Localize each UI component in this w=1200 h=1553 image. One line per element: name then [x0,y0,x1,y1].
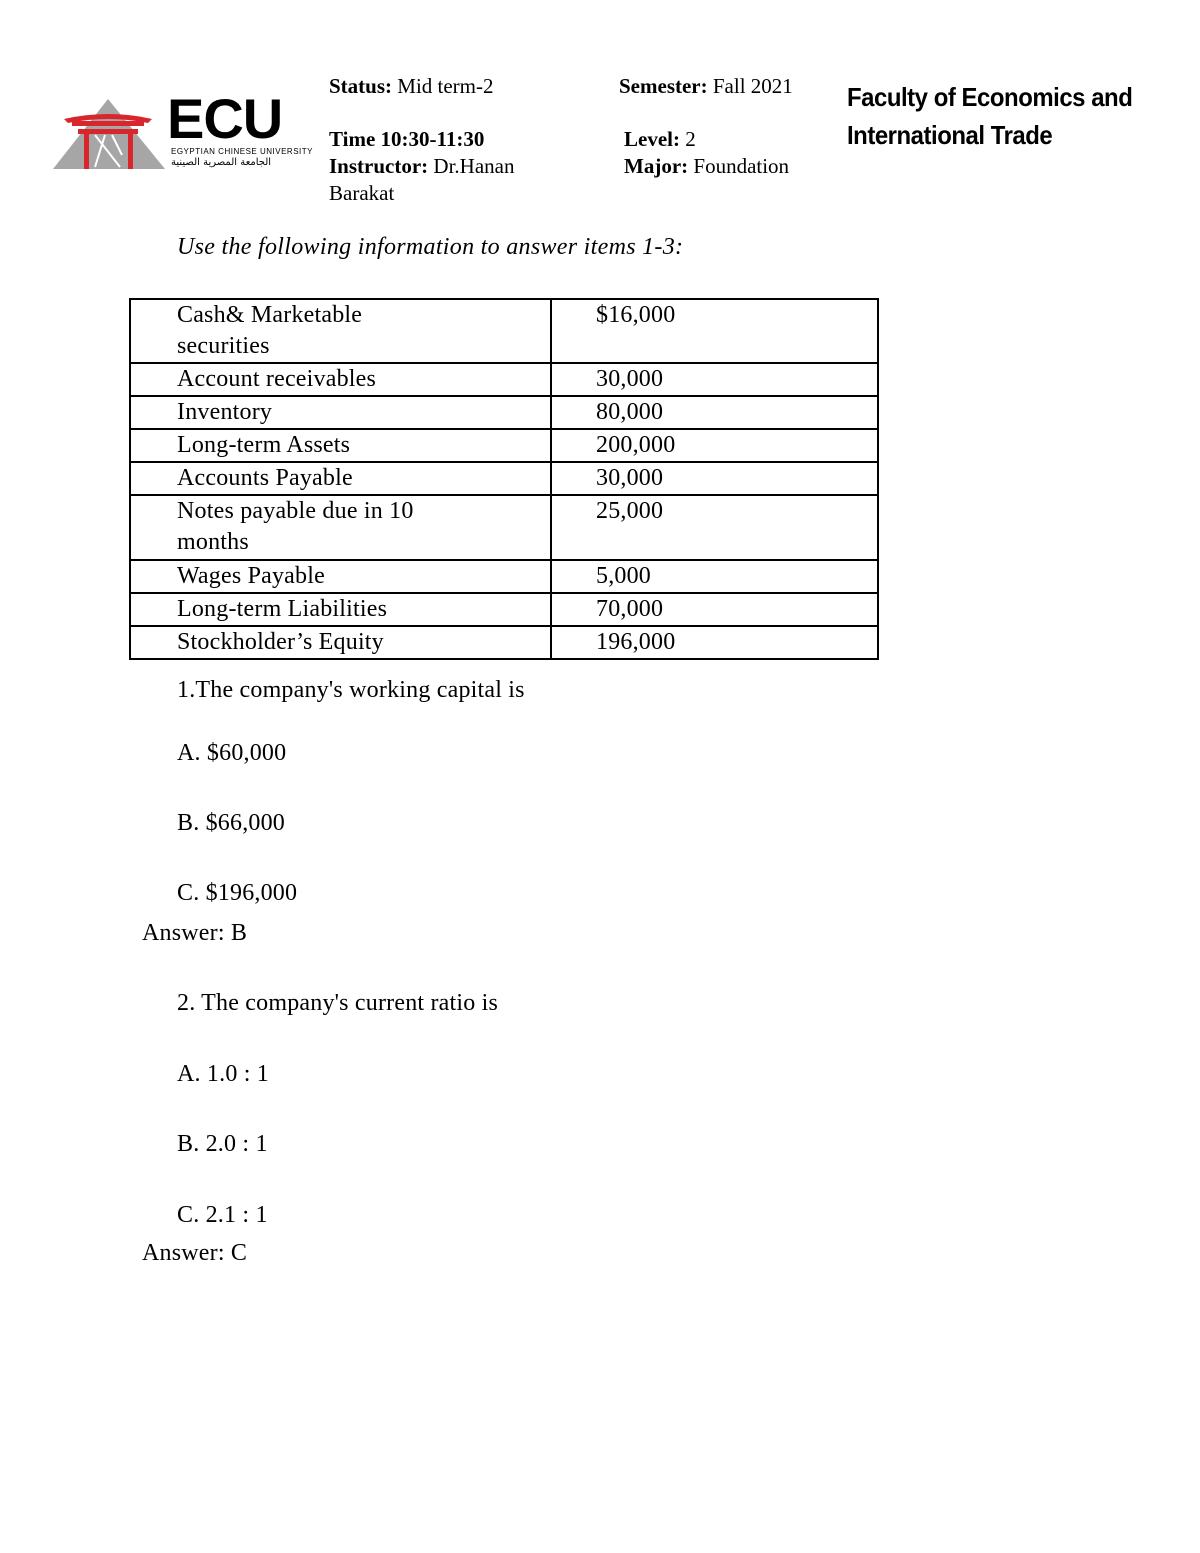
table-row [130,396,878,429]
table-cell-label: Stockholder’s Equity [130,626,551,659]
major-label: Major: [624,154,689,178]
semester-value: Fall 2021 [712,74,793,98]
table-row [130,299,878,363]
table-row [130,560,878,593]
time-line [329,126,484,153]
table-row [130,626,878,659]
instructor-line [329,153,514,180]
table-row [130,363,878,396]
table-cell-value: 200,000 [551,429,878,462]
question-1-answer: Answer: B [142,920,248,946]
table-cell-value: $16,000 [551,299,878,363]
major-line [624,153,789,180]
table-cell-label: Wages Payable [130,560,551,593]
instructor-line-2 [329,180,394,207]
instructor-value: Dr.Hanan [433,154,515,178]
table-cell-value: 80,000 [551,396,878,429]
status-label: Status: [329,74,393,98]
table-cell-value: 30,000 [551,363,878,396]
row-label: Notes payable due in 10 months [177,498,414,555]
level-line [624,126,696,153]
table-cell-value: 30,000 [551,462,878,495]
ecu-logo [50,87,313,175]
instructor-value-2: Barakat [329,181,395,205]
table-cell-value: 196,000 [551,626,878,659]
major-value: Foundation [693,154,790,178]
table-cell-label: Long-term Assets [130,429,551,462]
table-cell-label: Account receivables [130,363,551,396]
table-cell-label: Long-term Liabilities [130,593,551,626]
row-label: Cash& Marketable securities [177,302,363,359]
table-cell-label [130,299,551,363]
table-row [130,429,878,462]
question-2-option-c: C. 2.1 : 1 [177,1202,268,1228]
semester-label: Semester: [619,74,708,98]
status-value: Mid term-2 [397,74,494,98]
table-cell-label: Accounts Payable [130,462,551,495]
logo-text: ECU [167,87,283,150]
question-1-option-a: A. $60,000 [177,740,287,766]
instructor-label: Instructor: [329,154,429,178]
question-2-text: 2. The company's current ratio is [177,990,499,1016]
level-value: 2 [685,127,696,151]
intro-text: Use the following information to answer items 1-3: [177,234,684,260]
level-label: Level: [624,127,680,151]
question-2-answer: Answer: C [142,1240,248,1266]
question-1-text: 1.The company's working capital is [177,677,525,703]
faculty-line-1: Faculty of Economics and [847,82,1133,112]
table-cell-label: Inventory [130,396,551,429]
semester-line [619,73,793,100]
table-row [130,593,878,626]
status-line [329,73,494,100]
financial-table [129,298,879,660]
table-cell-label [130,495,551,560]
table-cell-value: 70,000 [551,593,878,626]
table-row [130,462,878,495]
question-1-option-b: B. $66,000 [177,810,286,836]
question-2-option-a: A. 1.0 : 1 [177,1061,269,1087]
faculty-title [847,78,1132,154]
logo-subtitle-ar: الجامعة المصرية الصينية [171,157,272,168]
faculty-line-2: International Trade [847,120,1053,150]
table-cell-value: 25,000 [551,495,878,560]
logo-subtitle-en: EGYPTIAN CHINESE UNIVERSITY [171,147,313,156]
time-label: Time 10:30-11:30 [329,127,485,151]
question-1-option-c: C. $196,000 [177,880,298,906]
table-cell-value: 5,000 [551,560,878,593]
question-2-option-b: B. 2.0 : 1 [177,1131,268,1157]
table-row [130,495,878,560]
